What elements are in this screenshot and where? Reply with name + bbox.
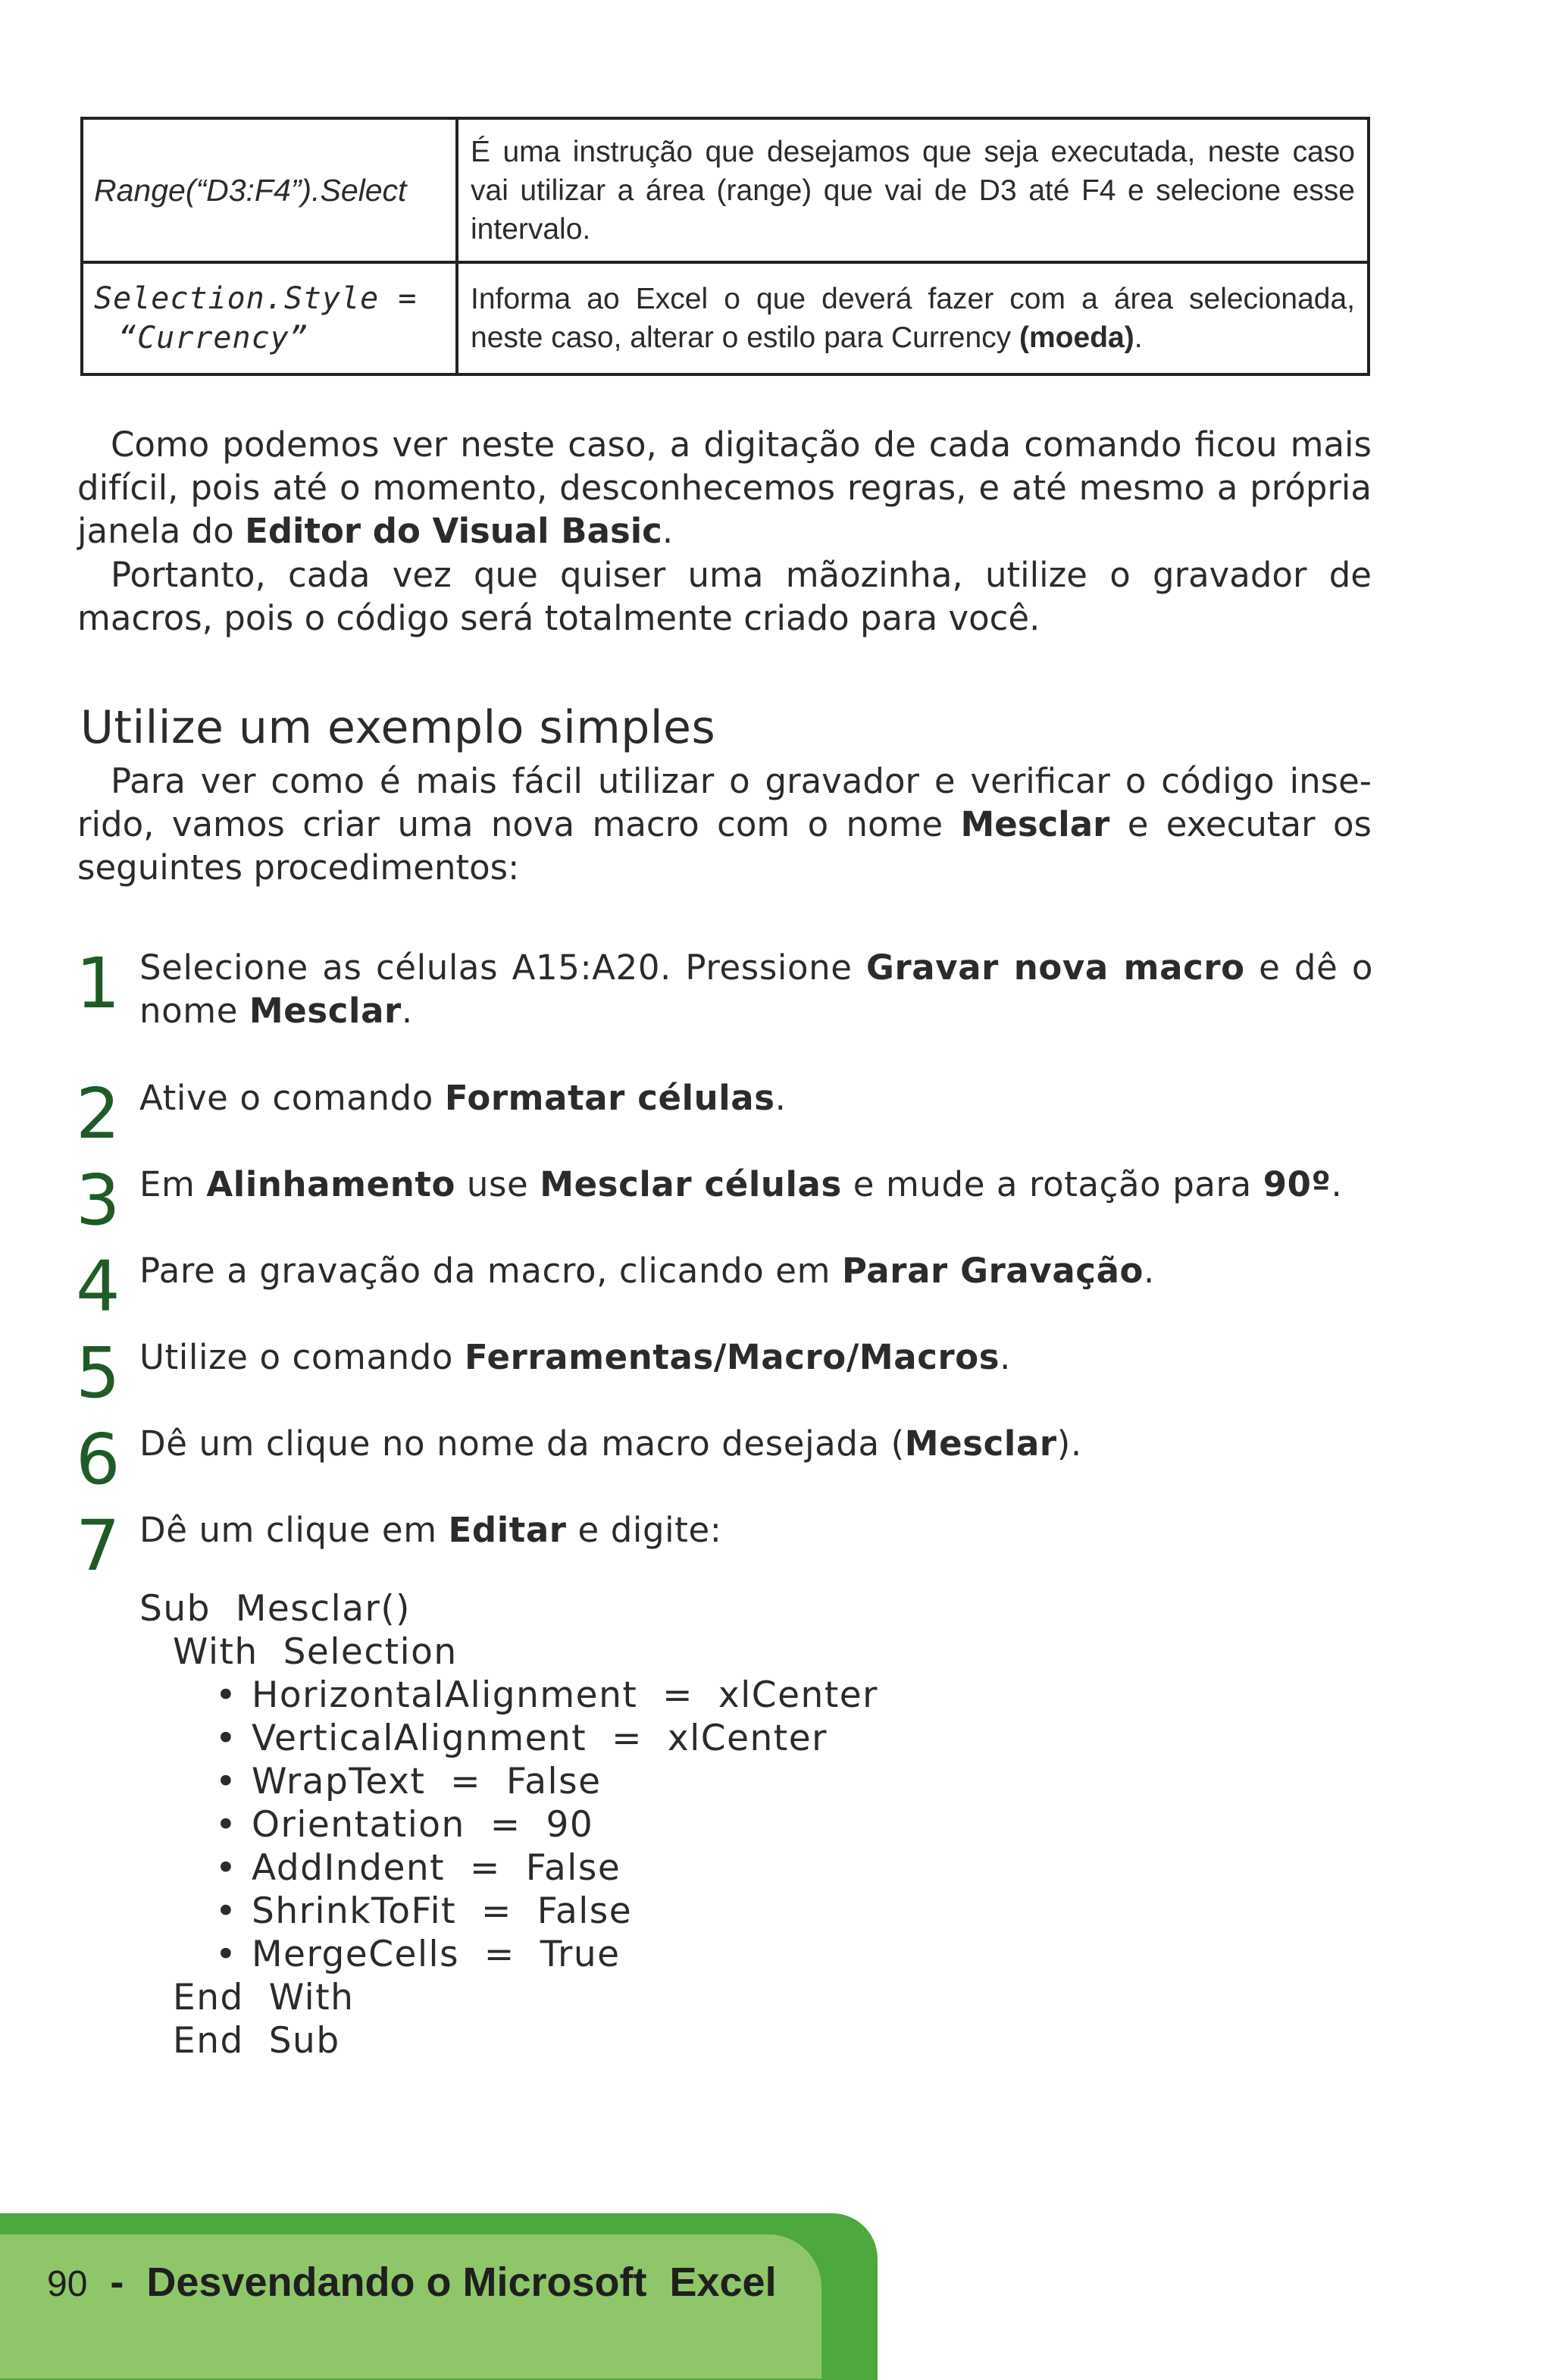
page-footer — [47, 2256, 777, 2309]
step-number: 2 — [76, 1073, 120, 1154]
code-cell — [82, 118, 457, 262]
code-item: • HorizontalAlignment = xlCenter — [215, 1674, 878, 1716]
step-text: Dê um clique no nome da macro desejada (Mesclar). — [139, 1423, 1082, 1464]
step-number: 6 — [76, 1419, 120, 1500]
step-number: 7 — [76, 1505, 120, 1586]
intro-paragraph-1: Como podemos ver neste caso, a digitação de cada comando ficou mais difícil, pois até o momento, desconhecemos regras, e até mesmo a própria janela do Editor do Visual Basic. — [77, 424, 1372, 551]
code-item: • Orientation = 90 — [215, 1804, 594, 1846]
vba-code-listing — [139, 1587, 878, 2062]
code-item: • AddIndent = False — [215, 1847, 621, 1889]
description-cell: Informa ao Excel o que deverá fazer com a área selecionada, neste caso, alterar o estilo para Currency (moeda). — [457, 262, 1369, 374]
step-text: Utilize o comando Ferramentas/Macro/Macros. — [139, 1337, 1012, 1377]
bullet-icon: • — [215, 1761, 238, 1802]
step-text: Pare a gravação da macro, clicando em Parar Gravação. — [139, 1251, 1155, 1291]
table-row — [82, 118, 1369, 262]
bullet-icon: • — [215, 1804, 238, 1846]
bullet-icon: • — [215, 1674, 238, 1716]
step-number: 1 — [76, 943, 120, 1024]
table-row — [82, 262, 1369, 374]
intro-paragraph-2: Portanto, cada vez que quiser uma mãozinha, utilize o gravador de macros, pois o código será totalmente criado para você. — [77, 555, 1372, 638]
code-currency: “Currency” — [118, 321, 308, 355]
book-title: Desvendando o Microsoft Excel — [146, 2259, 777, 2305]
code-selection-style: Selection.Style = — [94, 281, 418, 316]
vba-reference-table — [80, 117, 1370, 376]
section-heading: Utilize um exemplo simples — [80, 701, 716, 754]
code-line: End With — [173, 1977, 355, 2018]
code-line: End Sub — [173, 2020, 340, 2062]
bullet-icon: • — [215, 1847, 238, 1889]
code-line: With Selection — [173, 1631, 458, 1673]
code-item: • VerticalAlignment = xlCenter — [215, 1718, 828, 1759]
code-item: • WrapText = False — [215, 1761, 602, 1802]
bullet-icon: • — [215, 1934, 238, 1975]
step-text: Dê um clique em Editar e digite: — [139, 1510, 722, 1550]
section-paragraph: Para ver como é mais fácil utilizar o gravador e verificar o código inse-rido, vamos criar uma nova macro com o nome Mesclar e executar os seguintes procedimentos: — [77, 761, 1372, 888]
code-cell — [82, 262, 457, 374]
footer-separator: - — [87, 2259, 147, 2305]
code-item: • ShrinkToFit = False — [215, 1890, 633, 1932]
page-number: 90 — [47, 2264, 88, 2304]
code-item: • MergeCells = True — [215, 1934, 621, 1975]
description-cell: É uma instrução que desejamos que seja executada, neste caso vai utilizar a área (range) que vai de D3 até F4 e selecione esse intervalo. — [457, 118, 1369, 262]
bullet-icon: • — [215, 1890, 238, 1932]
step-number: 4 — [76, 1246, 120, 1327]
bullet-icon: • — [215, 1718, 238, 1759]
code-range-select: Range(“D3:F4”).Select — [94, 172, 407, 208]
step-text: Selecione as células A15:A20. Pressione Gravar nova macro e dê o nome Mesclar. — [139, 947, 1373, 1031]
code-line: Sub Mesclar() — [139, 1588, 411, 1630]
step-number: 5 — [76, 1332, 120, 1414]
step-text: Em Alinhamento use Mesclar células e mude a rotação para 90º. — [139, 1164, 1343, 1204]
step-text: Ative o comando Formatar células. — [139, 1078, 787, 1118]
step-number: 3 — [76, 1160, 120, 1241]
